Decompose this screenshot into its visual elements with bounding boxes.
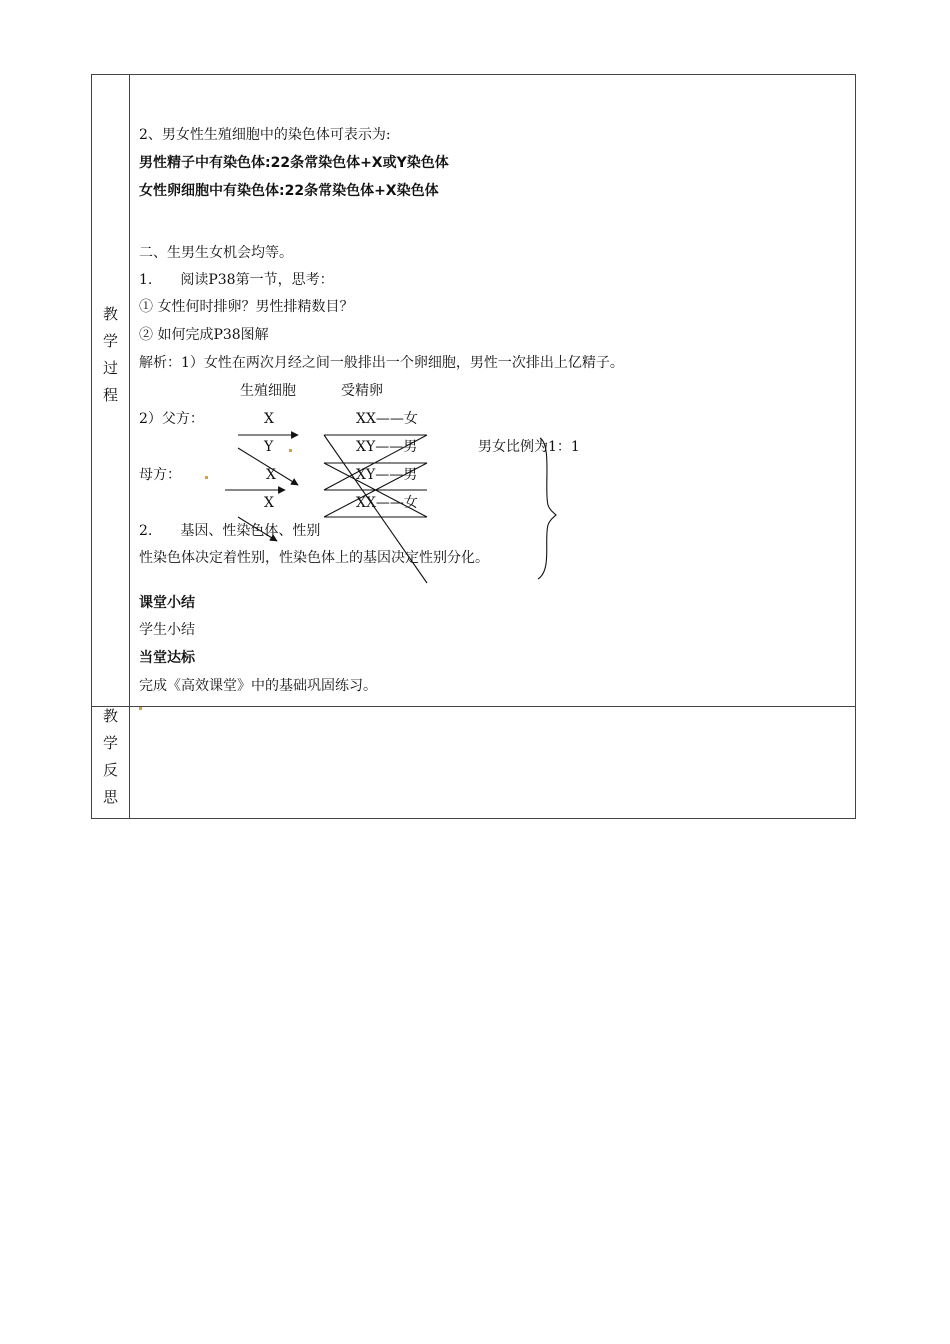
text-line: 性染色体决定着性别，性染色体上的基因决定性别分化。 <box>139 550 489 566</box>
gamete-mother-x1: X <box>266 467 276 483</box>
zygote-2: XY——男 <box>356 439 418 455</box>
father-label: 2）父方： <box>139 411 204 427</box>
mark-dot <box>139 707 142 710</box>
text-line: 完成《高效课堂》中的基础巩固练习。 <box>139 678 377 694</box>
text-line: 2. 基因、性染色体、性别 <box>139 523 321 539</box>
text-line: 2、男女性生殖细胞中的染色体可表示为: <box>139 127 391 143</box>
label-teaching-reflection <box>92 703 129 811</box>
text-line: ① 女性何时排卵？男性排精数目？ <box>139 299 354 315</box>
label-char: 程 <box>102 386 118 404</box>
mother-label: 母方： <box>139 467 181 483</box>
text-line-bold: 女性卵细胞中有染色体:22条常染色体+X染色体 <box>139 183 439 199</box>
zygote-3: XY——男 <box>356 467 418 483</box>
gamete-father-x: X <box>264 411 274 427</box>
label-char: 学 <box>102 332 118 350</box>
label-char: 反 <box>102 761 118 779</box>
text-line-bold: 男性精子中有染色体:22条常染色体+X或Y染色体 <box>139 155 449 171</box>
mark-dot <box>289 449 292 452</box>
zygote-1: XX——女 <box>356 411 418 427</box>
assessment-heading: 当堂达标 <box>139 650 195 666</box>
text-line: 解析：1）女性在两次月经之间一般排出一个卵细胞，男性一次排出上亿精子。 <box>139 355 624 371</box>
gamete-father-y: Y <box>264 439 274 455</box>
section-heading: 二、生男生女机会均等。 <box>139 245 293 261</box>
label-char: 学 <box>102 734 118 752</box>
lesson-table <box>91 74 856 819</box>
text-line: 学生小结 <box>139 622 195 638</box>
label-char: 教 <box>102 707 118 725</box>
mark-dot <box>205 476 208 479</box>
text-line: ② 如何完成P38图解 <box>139 327 269 343</box>
gamete-mother-x2: X <box>264 495 274 511</box>
label-char: 思 <box>102 788 118 806</box>
diagram-header-gametes: 生殖细胞 <box>240 383 296 399</box>
label-char: 过 <box>102 359 118 377</box>
ratio-text: 男女比例为1：1 <box>478 439 580 455</box>
label-char: 教 <box>102 305 118 323</box>
row-divider <box>92 706 855 707</box>
diagram-header-zygotes: 受精卵 <box>341 383 383 399</box>
text-line: 1. 阅读P38第一节，思考： <box>139 272 334 288</box>
summary-heading: 课堂小结 <box>139 595 195 611</box>
label-teaching-process <box>92 301 129 409</box>
zygote-4: XX——女 <box>356 495 418 511</box>
